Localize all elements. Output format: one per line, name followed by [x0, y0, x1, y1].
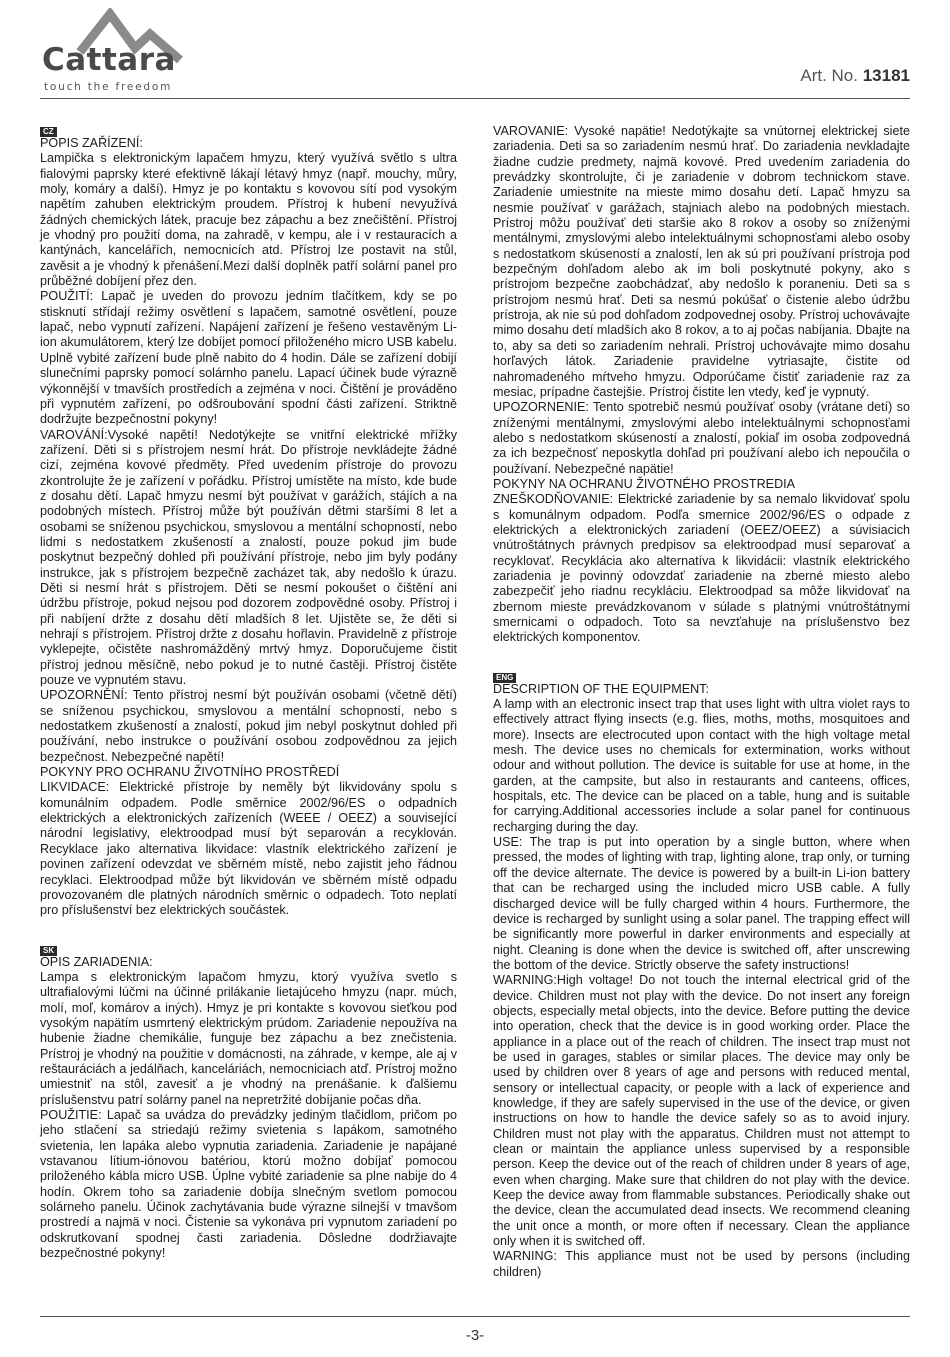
cz-environment-heading: POKYNY PRO OCHRANU ŽIVOTNÍHO PROSTŘEDÍ — [40, 765, 340, 780]
sk-section-title: OPIS ZARIADENIA: — [40, 954, 153, 969]
brand-tagline: touch the freedom — [44, 81, 173, 93]
header-divider — [40, 98, 910, 99]
sk-language-badge: SK — [40, 946, 57, 956]
cz-use: POUŽITÍ: Lapač je uveden do provozu jedním tlačítkem, kdy se po stisknutí střídají režimy osvětlení s lapačem, samotné osvětlení, pouze lapač, nebo vypnutí zařízení. Napájení zařízení je řešeno vestavěným Li-ion akumulátorem, který lze dobíjet pomocí přiloženého micro USB kabelu. Uplně vybité zařízení bude plně nabito do 4 hodin. Dále se zařízení dobijí slunečními paprsky pomocí solárnho panelu. Lapací účinek bude výrazně výkonnější v tmavších prostředích a zejména v noci. Čištění je prováděno při vypnutém zařízení, po odšroubování spodní části zařízení. Striktně dodržujte bezpečnostní pokyny! — [40, 289, 457, 427]
right-column — [493, 124, 910, 1280]
eng-warning-persons: WARNING: This appliance must not be used by persons (including children) — [493, 1249, 910, 1279]
eng-description: A lamp with an electronic insect trap that uses light with ultra violet rays to effectively attract flying insects (e.g. flies, moths, moths, mosquitoes and more). Insects are electrocuted upon contact with the high voltage metal mesh. The device uses no chemicals for extermination, works without odour and without pollution. The device is suitable for use at home, in the garden, at the campsite, but also in restaurants and canteens, offices, hospitals, etc. The device can be placed on a table, hung and is suitable for carrying.Additional accessories include a solar panel for continuous recharging during the day. — [493, 697, 910, 834]
cz-language-badge: CZ — [40, 127, 57, 137]
eng-section-title: DESCRIPTION OF THE EQUIPMENT: — [493, 681, 709, 696]
left-column — [40, 124, 457, 1261]
eng-language-badge: ENG — [493, 673, 516, 683]
page-number: -3- — [465, 1327, 485, 1344]
cz-section-title: POPIS ZAŘÍZENÍ: — [40, 136, 143, 150]
cz-warning: VAROVÁNÍ:Vysoké napětí! Nedotýkejte se vnitřní elektrické mřížky zařízení. Děti si s přístrojem nesmí hrát. Do přístroje nevkládejte žádné cizí, zejména kovové předměty. Před uvedením přístroje do provozu zkontrolujte že je zařízení v pořádku. Přístroj umístěte na místo, kde bude z dosahu dětí. Lapač hmyzu nesmí být používat v garážích, stájích a na podobných místech. Přístroj může být používán dětmi staršími 8 let a osobami se sníženou psychickou, smyslovou a mentální schopností, nebo lidmi s nedostatkem zkušeností a znalostí, pouze pokud jim bude poskytnut bezpečný dohled při používání přístroje, nebo jim byly podány instrukce, jak s přístrojem bezpečně zacházet tak, aby nedošlo k úrazu. Děti si nesmí hrát s přístrojem. Děti se nesmí pokoušet o čištění ani údržbu přístroje, pokud nejsou pod dozorem zodpovědné osoby. Přístroj i při nabíjení držte z dosahu dětí mladších 8 let. Ujistěte se, že děti si nehrají s přístrojem. Přístroj držte z dosahu hořlavin. Pravidelně z přístroje vyklepejte, očistěte nashromážděný mrtvý hmyz. Doporučujeme čistit přístroj jednou měsíčně, nebo pokud je to nutné častěji. Přístroj čistěte pouze ve vypnutém stavu. — [40, 427, 457, 688]
art-number-value: 13181 — [862, 66, 910, 85]
footer-divider — [40, 1316, 910, 1317]
art-label: Art. No. — [800, 66, 858, 85]
sk-notice: UPOZORNENIE: Tento spotrebič nesmú používať osoby (vrátane detí) so zníženými mentálnymi, zmyslovými alebo intelektuálnymi schopnosťami alebo s nedostatkom skúseností a znalostí, pokiaľ im osoba zodpovedná za ich bezpečnosť neposkytla dohľad pri používaní alebo ich nepoučila o používaní. Nebezpečné napätie! — [493, 400, 910, 476]
sk-disposal: ZNEŠKODŇOVANIE: Elektrické zariadenie by sa nemalo likvidovať spolu s komunálnym odpadom. Podľa smernice 2002/96/ES o odpade z elektrických a elektronických zariadení (OEEZ/OEEZ) a súvisiacich vnútroštátnych právnych predpisov sa elektroodpad musí separovať a recyklovať. Recyklácia ako alternatíva k likvidácii: vlastník elektrického zariadenia je povinný odovzdať zariadenie na zberné miesto alebo zabezpečiť jeho riadnu recykláciu. Elektroodpad sa môže likvidovať na zbernom mieste prevádzkovanom v súlade s platnými vnútroštátnymi smernicami o odpadoch. Toto sa nevzťahuje na príslušenstvo bez elektrických komponentov. — [493, 492, 910, 645]
article-number — [800, 66, 910, 86]
cattara-logo — [40, 8, 215, 93]
brand-name: Cattara — [42, 42, 176, 78]
sk-environment-heading: POKYNY NA OCHRANU ŽIVOTNÉHO PROSTREDIA — [493, 476, 796, 491]
eng-use: USE: The trap is put into operation by a single button, where when pressed, the modes of lighting with trap, lighting alone, trap only, or turning off the device alternate. The device is powered by a built-in Li-ion battery that can be recharged using the included micro USB cable. A fully discharged device will be fully charged within 4 hours. Furthermore, the device is recharged by sunlight using a solar panel. The trapping effect will be significantly more powerful in darker environments and especially at night. Cleaning is done when the device is switched off, after unscrewing the bottom of the device. Strictly observe the safety instructions! — [493, 835, 910, 972]
sk-description: Lampa s elektronickým lapačom hmyzu, ktorý využíva svetlo s ultrafialovými lúčmi na účinné prilákanie lietajúceho hmyzu (napr. múch, molí, moľ, komárov a iných). Hmyz je pri kontakte s kovovou sieťkou pod vysokým napätím usmrtený elektrickým prúdom. Zariadenie nepoužíva na hubenie žiadne chemikálie, funguje bez zápachu a bez znečistenia. Prístroj je vhodný na použitie v domácnosti, na záhrade, v kempe, ale aj v reštauráciách a jedálňach, kanceláriách, nemocniciach atď. Prístroj možno umiestniť na stôl, zavesiť a je vhodný na prenášanie. k ďalšiemu príslušenstvu patrí solárny panel na nepretržité dobíjanie počas dňa. — [40, 969, 457, 1107]
sk-use: POUŽITIE: Lapač sa uvádza do prevádzky jediným tlačidlom, pričom po jeho stlačení sa striedajú režimy svietenia s lapákom, samotného svietenia, len lapáka alebo vypnutia zariadenia. Zariadenie je napájané vstavanou lítium-iónovou batériou, ktorú možno dobíjať pomocou priloženého kábla micro USB. Úplne vybité zariadenie sa plne nabije do 4 hodín. Okrem toho sa zariadenie dobíja slnečným svetlom pomocou solárneho panelu. Účinok zachytávania bude výrazne silnejší v tmavšom prostredí a najmä v noci. Čistenie sa vykonáva pri vypnutom zariadení po odskrutkovaní spodnej časti zariadenia. Dôsledne dodržiavajte bezpečnostné pokyny! — [40, 1107, 457, 1261]
cz-description: Lampička s elektronickým lapačem hmyzu, který využívá světlo s ultra fialovými paprsky které efektivně lákají létavý hmyz (např. mouchy, můry, moly, komáry a další). Hmyz je po kontaktu s kovovou sítí pod vysokým napětím zahuben elektrickým proudem. Přístroj k hubení nevyužívá žádných chemických látek, pracuje bez zápachu a bez znečištění. Přístroj je vhodný pro použití doma, na zahradě, v kempu, ale i v restauracích a kantýnách, kancelářích, nemocnicích atd. Přístroj lze postavit na stůl, zavěsit a je vhodný k přenášení.Mezi další doplněk patří solární panel pro průběžné dobíjení přez den. — [40, 151, 457, 289]
sk-warning: VAROVANIE: Vysoké napätie! Nedotýkajte sa vnútornej elektrickej siete zariadenia. Deti sa so zariadením nesmú hrať. Do zariadenia nevkladajte žiadne cudzie predmety, najmä kovové. Pred uvedením zariadenia do prevádzky skontrolujte, či je zariadenie v dobrom technickom stave. Zariadenie umiestnite na mieste mimo dosahu detí. Lapač hmyzu sa nesmie používať v garážach, stajniach alebo na podobných miestach. Prístroj môžu používať deti staršie ako 8 rokov a osoby so zníženými mentálnymi, zmyslovými alebo intelektuálnymi schopnosťami alebo osoby s nedostatkom skúseností a znalostí, len ak sú pri používaní prístroja pod bezpečným dohľadom alebo ak im boli poskytnuté pokyny, ako s prístrojom bezpečne zaobchádzať, aby nedošlo k poraneniu. Deti sa s prístrojom nesmú hrať. Deti sa nesmú pokúšať o čistenie alebo údržbu prístroja, ak nie sú pod dohľadom zodpovednej osoby. Prístroj uchovávajte mimo dosahu detí mladších ako 8 rokov, a to aj počas nabíjania. Dbajte na to, aby sa deti so zariadením nehrali. Prístroj uchovávajte mimo dosahu horľavých látok. Zariadenie pravidelne vytriasajte, čistite od nahromadeného mŕtveho hmyzu. Odporúčame čistiť zariadenie raz za mesiac, prípadne častejšie. Prístroj čistite len vtedy, keď je vypnutý. — [493, 124, 910, 399]
cz-disposal: LIKVIDACE: Elektrické přístroje by neměly být likvidovány spolu s komunálním odpadem. Podle směrnice 2002/96/ES o odpadních elektrických a elektronických zařízeních (WEEE / OEEZ) a související národní legislativy, elektroodpad musí být separován a recyklován. Recyklace jako alternativa likvidace: vlastník elektrického zařízení je povinen zařízení odevzdat ve sběrném místě, nebo zajistit jeho řádnou recyklaci. Elektroodpad může být likvidován ve sběrném místě odpadu provozovaném dle platných národních směrnic o odpadech. Toto neplatí pro příslušenství bez elektrických součástek. — [40, 780, 457, 918]
eng-warning: WARNING:High voltage! Do not touch the internal electrical grid of the device. Children must not play with the device. Do not insert any foreign objects, especially metal objects, into the device. Before putting the device into operation, check that the device is in good working order. Place the appliance in a place out of the reach of children. The insect trap must not be used in garages, stables or similar places. The device may only be used by children over 8 years of age and persons with reduced mental, sensory or intellectual capacity, or people with a lack of experience and knowledge, if they are safely supervised in the use of the device, or given instructions on how to handle the device safely so as to avoid injury. Children must not play with the apparatus. Children must not attempt to clean or maintain the appliance unless supervised by a responsible person. Keep the device out of the reach of children under 8 years of age, even when charging. Make sure that children do not play with the device. Keep the device away from flammable substances. Periodically shake out the device, clean the accumulated dead insects. We recommend cleaning the unit once a month, or more often if necessary. Clean the appliance only when it is switched off. — [493, 973, 910, 1249]
cz-notice: UPOZORNĚNÍ: Tento přístroj nesmí být používán osobami (včetně dětí) se sníženou psychickou, smyslovou a mentální schopností, nebo s nedostatkem zkušeností a znalostí, pokud jim nebyl poskytnut dohled při používání, nebo instrukce o používání osobou zodpovědnou za jejich bezpečnost. Nebezpečné napětí! — [40, 688, 457, 764]
